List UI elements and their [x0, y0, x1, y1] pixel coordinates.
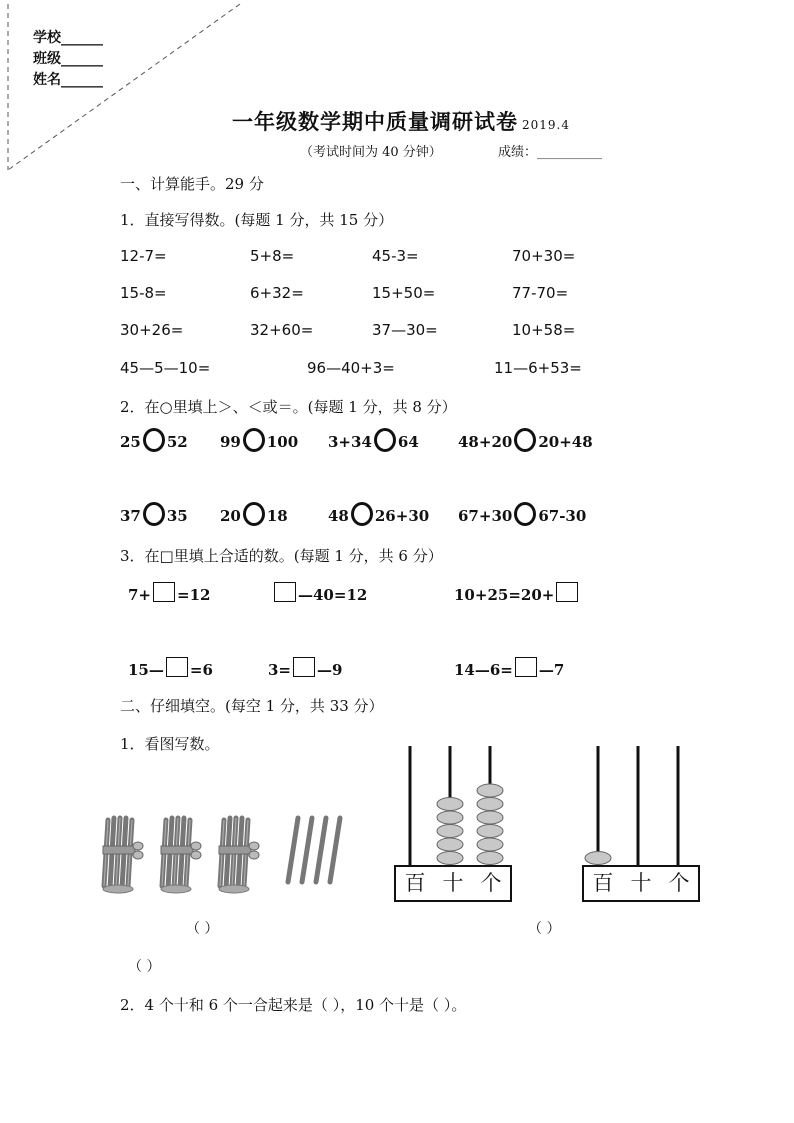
problem: 77-70=: [512, 284, 569, 302]
abacus-label-tens: 十: [442, 871, 464, 895]
abacus-bead: [437, 838, 463, 851]
answer-box[interactable]: [556, 582, 578, 602]
score-field[interactable]: 成绩：__________: [498, 145, 603, 160]
school-field[interactable]: 学校______: [33, 30, 103, 46]
fill-item: 14—6= —7: [454, 657, 564, 679]
fill-item: 3= —9: [268, 657, 342, 679]
compare-item: 25 52: [120, 428, 188, 456]
abacus-bead: [585, 852, 611, 865]
time-note: （考试时间为 40 分钟）: [300, 145, 442, 160]
loose-stick: [288, 818, 298, 882]
answer-box[interactable]: [274, 582, 296, 602]
name-field[interactable]: 姓名______: [33, 72, 103, 88]
compare-item: 48 26+30: [328, 502, 429, 530]
section1-q1-label: 1．直接写得数。(每题 1 分，共 15 分）: [120, 211, 394, 229]
problem: 15-8=: [120, 284, 167, 302]
problem: 32+60=: [250, 321, 314, 339]
answer-paren-extra[interactable]: （ ）: [128, 959, 161, 975]
loose-stick: [330, 818, 340, 882]
abacus-bead: [437, 825, 463, 838]
abacus-bead: [477, 784, 503, 797]
problem: 11—6+53=: [494, 359, 582, 377]
answer-box[interactable]: [293, 657, 315, 677]
student-info-block: [33, 28, 103, 91]
fill-item: 7+ =12: [128, 582, 210, 604]
fill-item: —40=12: [272, 582, 367, 604]
compare-item: 99 100: [220, 428, 298, 456]
abacus-bead: [477, 838, 503, 851]
section2-heading: 二、仔细填空。(每空 1 分，共 33 分）: [120, 697, 384, 715]
stick-bundle: [103, 818, 143, 893]
loose-stick: [302, 818, 312, 882]
compare-circle[interactable]: [243, 502, 265, 526]
abacus-bead: [437, 852, 463, 865]
title-text: 一年级数学期中质量调研试卷: [232, 109, 518, 134]
compare-item: 48+20 20+48: [458, 428, 593, 456]
problem: 5+8=: [250, 247, 295, 265]
problem: 70+30=: [512, 247, 576, 265]
abacus-bead: [477, 811, 503, 824]
problem: 10+58=: [512, 321, 576, 339]
abacus-2: [582, 742, 700, 902]
answer-paren-sticks[interactable]: （ ）: [186, 921, 219, 937]
problem: 30+26=: [120, 321, 184, 339]
problem: 37—30=: [372, 321, 438, 339]
abacus-label-tens: 十: [630, 871, 652, 895]
compare-circle[interactable]: [374, 428, 396, 452]
stick-bundles-figure: [98, 812, 358, 896]
compare-item: 37 35: [120, 502, 188, 530]
abacus-label-hundreds: 百: [404, 871, 426, 895]
problem: 6+32=: [250, 284, 304, 302]
title-date: 2019.4: [522, 118, 570, 132]
section1-heading: 一、计算能手。29 分: [120, 175, 264, 193]
class-field[interactable]: 班级______: [33, 51, 103, 67]
answer-box[interactable]: [153, 582, 175, 602]
abacus-label-ones: 个: [668, 871, 690, 895]
abacus-2-rods: [582, 742, 700, 867]
compare-item: 67+30 67-30: [458, 502, 586, 530]
abacus-label-hundreds: 百: [592, 871, 614, 895]
compare-circle[interactable]: [514, 428, 536, 452]
problem: 45—5—10=: [120, 359, 211, 377]
fill-item: 10+25=20+: [454, 582, 580, 604]
compare-circle[interactable]: [143, 428, 165, 452]
answer-box[interactable]: [515, 657, 537, 677]
answer-paren-abacus[interactable]: （ ）: [528, 921, 561, 937]
abacus-1-rods: [394, 742, 512, 867]
answer-box[interactable]: [166, 657, 188, 677]
section1-q2-label: 2．在○里填上＞、＜或＝。(每题 1 分，共 8 分）: [120, 398, 457, 416]
abacus-bead: [477, 852, 503, 865]
abacus-1: [394, 742, 512, 902]
section2-q1-label: 1．看图写数。: [120, 735, 220, 753]
compare-circle[interactable]: [243, 428, 265, 452]
page-title: [232, 106, 570, 136]
compare-circle[interactable]: [514, 502, 536, 526]
compare-circle[interactable]: [351, 502, 373, 526]
compare-item: 20 18: [220, 502, 288, 530]
problem: 45-3=: [372, 247, 419, 265]
abacus-bead: [437, 798, 463, 811]
problem: 96—40+3=: [307, 359, 395, 377]
stick-bundle: [161, 818, 201, 893]
section1-q3-label: 3．在□里填上合适的数。(每题 1 分，共 6 分）: [120, 547, 443, 565]
abacus-bead: [437, 811, 463, 824]
fill-item: 15— =6: [128, 657, 213, 679]
problem: 12-7=: [120, 247, 167, 265]
loose-stick: [316, 818, 326, 882]
problem: 15+50=: [372, 284, 436, 302]
stick-bundle: [219, 818, 259, 893]
abacus-label-ones: 个: [480, 871, 502, 895]
section2-q2: 2．4 个十和 6 个一合起来是（ ），10 个十是（ ）。: [120, 996, 467, 1014]
compare-circle[interactable]: [143, 502, 165, 526]
abacus-bead: [477, 798, 503, 811]
abacus-bead: [477, 825, 503, 838]
compare-item: 3+34 64: [328, 428, 419, 456]
